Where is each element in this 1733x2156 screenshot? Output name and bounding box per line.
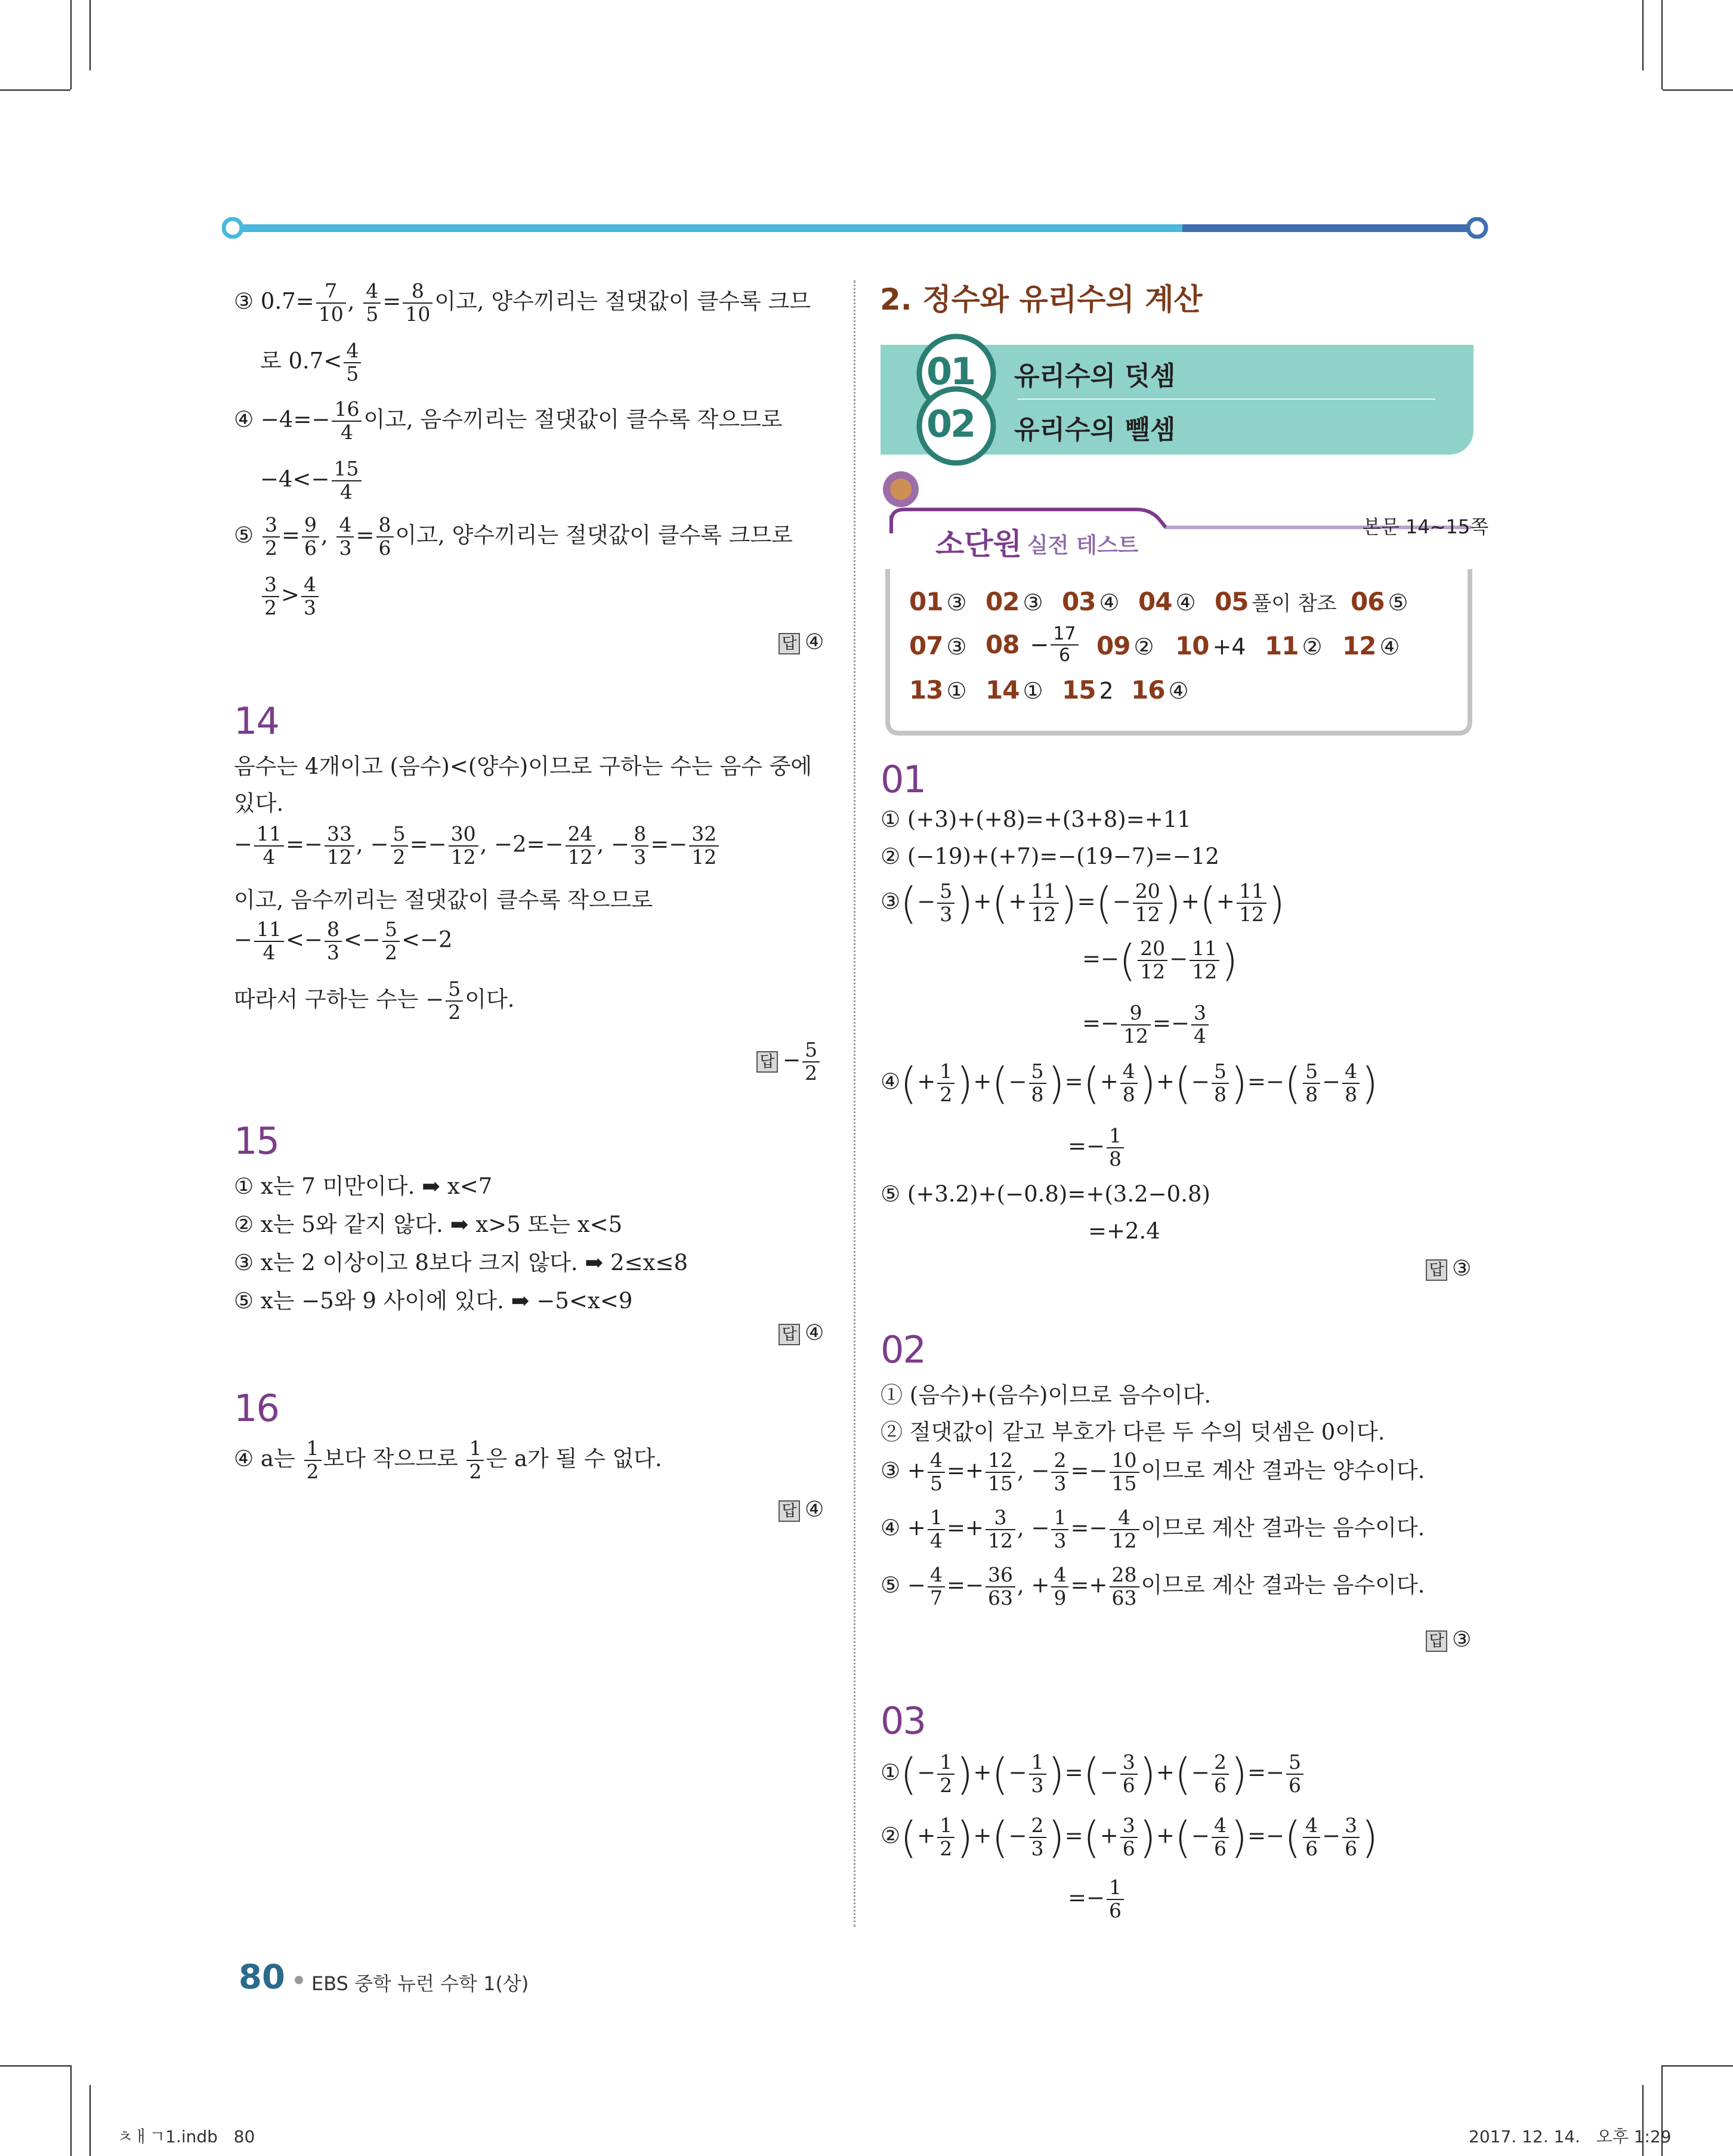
r-q02-line5: ⑤ − $\frac{4}{7}$ =− $\frac{36}{63}$ , + $\frac{4}{9}$ =+ $\frac{28}{63}$ 이므로 계산 결과는 음수이다.: [881, 1563, 1425, 1610]
r-q01-line2: ② (−19)+(+7)=−(19−7)=−12: [881, 844, 1219, 869]
footer-bullet: [295, 1976, 303, 1984]
q13-answer: 답 ④: [779, 630, 824, 654]
crop-mark: [89, 2085, 91, 2156]
q13-item4-cont: −4<− $\frac{15}{4}$: [260, 458, 363, 504]
q13-item3: ③ 0.7= $\frac{7}{10}$ , $\frac{4}{5}$ = $\frac{8}{10}$ 이고, 양수끼리는 절댓값이 클수록 크므: [234, 279, 811, 326]
answer-cell: 11 ②: [1265, 631, 1323, 660]
q15-answer: 답 ④: [779, 1321, 824, 1345]
q16-line1: ④ a는 $\frac{1}{2}$ 보다 작으므로 $\frac{1}{2}$ 은 a가 될 수 없다.: [234, 1437, 662, 1483]
r-q02-line3: ③ + $\frac{4}{5}$ =+ $\frac{12}{15}$ , − $\frac{2}{3}$ =− $\frac{10}{15}$ 이므로 계산 결과는 양수이다.: [881, 1448, 1425, 1495]
answer-cell: 15 2: [1062, 675, 1114, 705]
test-subtitle: 실전 테스트: [1027, 533, 1139, 558]
r-q01-number: 01: [881, 758, 925, 801]
answer-cell: 04 ④: [1138, 587, 1196, 616]
q14-text1: 음수는 4개이고 (음수)<(양수)이므로 구하는 수는 음수 중에: [234, 753, 813, 779]
answer-cell: 03 ④: [1062, 587, 1120, 616]
answer-cell: 10 +4: [1175, 631, 1246, 660]
q14-text2: 있다.: [234, 790, 284, 816]
answer-cell: 08 − $\frac{17}{6}$: [986, 624, 1080, 665]
crop-mark: [0, 89, 70, 91]
unit-number-1: 01: [926, 350, 975, 393]
q14-answer: 답 − $\frac{5}{2}$: [756, 1039, 821, 1085]
r-q01-line1: ① (+3)+(+8)=+(3+8)=+11: [881, 807, 1191, 832]
crop-mark: [0, 2065, 70, 2067]
q14-equations: − $\frac{11}{4}$ =− $\frac{33}{12}$ , − $\frac{5}{2}$ =− $\frac{30}{12}$ , −2=− $\frac{24}{12}$ , − $\frac{8}{3}$ =− $\frac{32}{12}$: [234, 823, 721, 869]
column-divider: [854, 280, 855, 1927]
r-q02-line2: ② 절댓값이 같고 부호가 다른 두 수의 덧셈은 0이다.: [881, 1419, 1385, 1445]
r-q01-line4b: =− $\frac{1}{8}$: [1068, 1125, 1126, 1170]
q14-order: − $\frac{11}{4}$ <− $\frac{8}{3}$ <− $\frac{5}{2}$ <−2: [234, 918, 453, 964]
q15-line1: ① x는 7 미만이다. ➡ x<7: [234, 1173, 493, 1199]
q15-number: 15: [234, 1119, 279, 1163]
crop-mark: [1663, 2065, 1733, 2067]
unit-title-1: 유리수의 덧셈: [1014, 361, 1176, 391]
r-q01-line3b: =−( $\frac{20}{12}$ − $\frac{11}{12}$ ): [1082, 935, 1238, 986]
q14-number: 14: [234, 699, 279, 743]
timestamp: 2017. 12. 14. 오후 1:29: [1469, 2127, 1672, 2146]
book-title: EBS 중학 뉴런 수학 1(상): [311, 1972, 529, 1995]
r-q02-number: 02: [881, 1328, 925, 1372]
answer-cell: 14 ①: [986, 675, 1043, 705]
r-q01-line4: ④(+ $\frac{1}{2}$ )+(− $\frac{5}{8}$ )=(+ $\frac{4}{8}$ )+(− $\frac{5}{8}$ )=−( $\frac{5}{8}$ − $\frac{4}{8}$ ): [881, 1058, 1379, 1108]
answer-cell: 01 ③: [909, 587, 967, 616]
answer-cell: 05 풀이 참조: [1215, 587, 1337, 616]
q16-number: 16: [234, 1386, 279, 1430]
section-title: 2. 정수와 유리수의 계산: [880, 282, 1203, 317]
answer-cell: 07 ③: [909, 631, 967, 660]
q13-item5-cont: $\frac{3}{2}$ > $\frac{4}{3}$: [260, 574, 320, 619]
q13-item4: ④ −4=− $\frac{16}{4}$ 이고, 음수끼리는 절댓값이 클수록 작으므로: [234, 397, 783, 444]
r-q01-line3: ③(− $\frac{5}{3}$ )+(+ $\frac{11}{12}$ )=(− $\frac{20}{12}$ )+(+ $\frac{11}{12}$ ): [881, 878, 1286, 928]
r-q02-line4: ④ + $\frac{1}{4}$ =+ $\frac{3}{12}$ , − $\frac{1}{3}$ =− $\frac{4}{12}$ 이므로 계산 결과는 음수이다.: [881, 1506, 1425, 1552]
test-title: 소단원: [935, 527, 1022, 561]
crop-mark: [70, 2065, 72, 2156]
answer-cell: 06 ⑤: [1351, 587, 1408, 616]
crop-mark: [89, 0, 91, 70]
q13-item3-cont: 로 0.7< $\frac{4}{5}$: [260, 340, 363, 385]
crop-mark: [1642, 0, 1644, 70]
q15-line4: ⑤ x는 −5와 9 사이에 있다. ➡ −5<x<9: [234, 1288, 633, 1314]
r-q03-number: 03: [881, 1699, 925, 1743]
r-q02-line1: ① (음수)+(음수)이므로 음수이다.: [881, 1382, 1212, 1408]
r-q03-line2: ②(+ $\frac{1}{2}$ )+(− $\frac{2}{3}$ )=(+ $\frac{3}{6}$ )+(− $\frac{4}{6}$ )=−( $\frac{4}{6}$ − $\frac{3}{6}$ ): [881, 1812, 1379, 1862]
crop-mark: [1661, 0, 1663, 89]
q13-item5: ⑤ $\frac{3}{2}$ = $\frac{9}{6}$ , $\frac{4}{3}$ = $\frac{8}{6}$ 이고, 양수끼리는 절댓값이 클수록 크므로: [234, 513, 793, 560]
q14-text4: 따라서 구하는 수는 − $\frac{5}{2}$ 이다.: [234, 977, 515, 1024]
r-q01-line5b: =+2.4: [1088, 1218, 1160, 1244]
answer-cell: 12 ④: [1342, 631, 1400, 660]
header-bar: [222, 217, 1489, 239]
banner-divider: [1018, 399, 1435, 400]
answer-cell: 09 ②: [1096, 631, 1154, 660]
r-q01-answer: 답 ③: [1426, 1256, 1471, 1281]
page-number: 80: [239, 1958, 285, 1997]
answer-cell: 16 ④: [1131, 675, 1189, 705]
answer-cell: 02 ③: [986, 587, 1043, 616]
r-q01-line5: ⑤ (+3.2)+(−0.8)=+(3.2−0.8): [881, 1181, 1210, 1207]
r-q03-line1: ①(− $\frac{1}{2}$ )+(− $\frac{1}{3}$ )=(− $\frac{3}{6}$ )+(− $\frac{2}{6}$ )=− $\frac{5}{6}$: [881, 1752, 1305, 1797]
q14-text3: 이고, 음수끼리는 절댓값이 클수록 작으므로: [234, 887, 653, 913]
crop-mark: [70, 0, 72, 89]
q15-line3: ③ x는 2 이상이고 8보다 크지 않다. ➡ 2≤x≤8: [234, 1250, 688, 1275]
q15-line2: ② x는 5와 같지 않다. ➡ x>5 또는 x<5: [234, 1212, 623, 1237]
answer-cell: 13 ①: [909, 675, 967, 705]
file-info: ㅊㅐㄱ1.indb 80: [117, 2127, 255, 2146]
q16-answer: 답 ④: [779, 1497, 824, 1522]
unit-number-2: 02: [926, 402, 975, 446]
page-reference: 본문 14~15쪽: [1363, 515, 1489, 538]
r-q03-line2b: =− $\frac{1}{6}$: [1068, 1877, 1126, 1922]
r-q01-line3c: =− $\frac{9}{12}$ =− $\frac{3}{4}$: [1082, 1002, 1210, 1048]
r-q02-answer: 답 ③: [1426, 1627, 1471, 1652]
crop-mark: [1663, 89, 1733, 91]
unit-title-2: 유리수의 뺄셈: [1014, 415, 1176, 445]
